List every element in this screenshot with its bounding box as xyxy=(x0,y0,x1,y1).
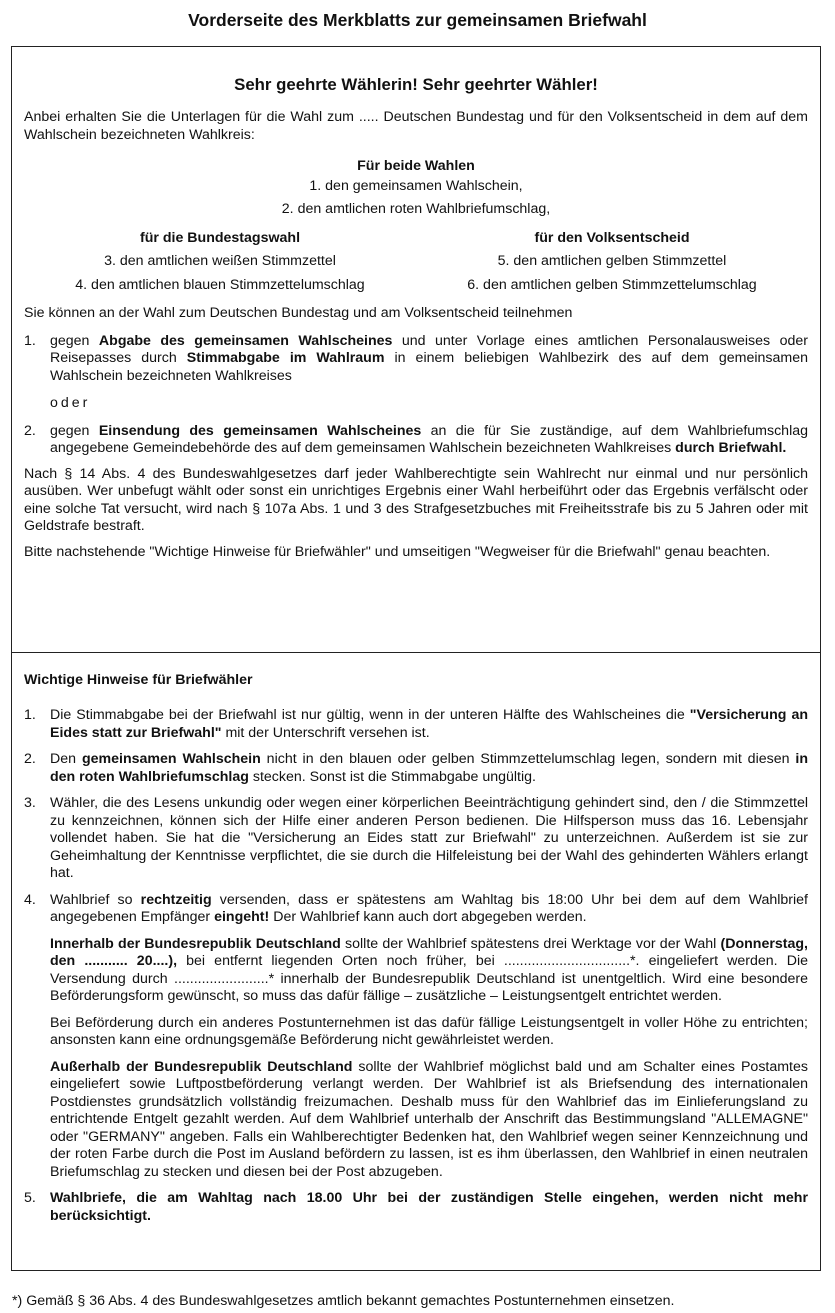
option-item xyxy=(24,333,808,386)
item-text: Die Stimmabgabe bei der Briefwahl ist nur gültig, wenn in der unteren Hälfte des Wahlscheines die "Versicherung an Eides statt zur Briefwahl" mit der Unterschrift versehen ist. xyxy=(50,707,808,741)
document-item: 6. den amtlichen gelben Stimmzettelumschlag xyxy=(467,277,757,293)
hint-item xyxy=(24,751,808,786)
participation-intro: Sie können an der Wahl zum Deutschen Bundestag und am Volksentscheid teilnehmen xyxy=(24,305,573,321)
volksentscheid-heading: für den Volksentscheid xyxy=(534,230,690,246)
abroad-mailing-paragraph: Außerhalb der Bundesrepublik Deutschland sollte der Wahlbrief möglichst bald und am Schalter eines Postamtes eingeliefert sowie Luftpostbeförderung verlangt werden. Der Wahlbrief ist als Briefsendung des internationalen Postdienstes grundsätzlich vollständig freizumachen. Deshalb muss für den Wahlbrief das im Einlieferungsland zu entrichtende Entgelt gezahlt werden. Auf dem Wahlbrief unterhalb der Anschrift das Bestimmungsland "ALLEMAGNE" oder "GERMANY" angeben. Falls ein Wahlberechtigter Bedenken hat, den Wahlbrief wegen seiner Kennzeichnung und der roten Farbe durch die Post im Ausland befördern zu lassen, ist es ihm überlassen, den Wahlbrief in einen neutralen Briefumschlag zu stecken und diesen bei der Post abzugeben. xyxy=(50,1058,808,1180)
option-item xyxy=(24,423,808,458)
volksentscheid-column xyxy=(416,227,808,297)
item-number: 4. xyxy=(24,891,36,908)
hints-section xyxy=(24,671,808,1225)
hint-item xyxy=(24,707,808,742)
document-item: 3. den amtlichen weißen Stimmzettel xyxy=(104,253,336,269)
item-text: gegen Abgabe des gemeinsamen Wahlscheines und unter Vorlage eines amtlichen Personalausweises oder Reisepasses durch Stimmabgabe im Wahlraum in einem beliebigen Wahlbezirk des auf dem gemeinsamen Wahlschein bezeichneten Wahlkreises xyxy=(50,332,808,384)
hint-item xyxy=(24,892,808,1182)
item-text: gegen Einsendung des gemeinsamen Wahlscheines an die für Sie zuständige, auf dem Wahlbriefumschlag angegebene Gemeindebehörde des auf dem gemeinsamen Wahlschein bezeichneten Wahlkreises durch Briefwahl. xyxy=(50,422,808,456)
hint-item xyxy=(24,795,808,883)
item-number: 3. xyxy=(24,795,36,811)
document-item: 2. den amtlichen roten Wahlbriefumschlag, xyxy=(281,201,551,217)
item-number: 5. xyxy=(24,1190,36,1206)
item-text: Wahlbriefe, die am Wahltag nach 18.00 Uhr bei der zuständigen Stelle eingehen, werden nicht mehr berücksichtigt. xyxy=(50,1190,808,1224)
domestic-mailing-paragraph: Innerhalb der Bundesrepublik Deutschland sollte der Wahlbrief spätestens drei Werktage vor der Wahl (Donnerstag, den ........... 20....), bei entfernt liegenden Orten noch früher, bei ................................*. eingeliefert werden. Die Versendung durch ........................* innerhalb der Bundesrepublik Deutschland ist unentgeltlich. Wird eine besondere Beförderungsform gewünscht, so muss das dafür fällige – zusätzliche – Leistungsentgelt entrichtet werden. xyxy=(50,935,809,1004)
cover-letter-section xyxy=(24,75,808,561)
closing-paragraph: Bitte nachstehende "Wichtige Hinweise für Briefwähler" und umseitigen "Wegweiser für die Briefwahl" genau beachten. xyxy=(24,543,771,560)
intro-paragraph: Anbei erhalten Sie die Unterlagen für die Wahl zum ..... Deutschen Bundestag und für den Volksentscheid in dem auf dem Wahlschein bezeichneten Wahlkreis: xyxy=(24,109,808,143)
other-carrier-paragraph: Bei Beförderung durch ein anderes Postunternehmen ist das dafür fällige Leistungsentgelt in voller Höhe zu entrichten; ansonsten kann eine ordnungsgemäße Beförderung nicht gewährleistet werden. xyxy=(50,1014,808,1048)
document-item: 4. den amtlichen blauen Stimmzettelumschlag xyxy=(75,277,365,293)
legal-notice: Nach § 14 Abs. 4 des Bundeswahlgesetzes darf jeder Wahlberechtigte sein Wahlrecht nur einmal und nur persönlich ausüben. Wer unbefugt wählt oder sonst ein unrichtiges Ergebnis einer Wahl herbeiführt oder das Ergebnis verfälscht oder eine solche Tat versucht, wird nach § 107a Abs. 1 und 3 des Strafgesetzbuches mit Freiheitsstrafe bis zu 5 Jahren oder mit Geldstrafe bestraft. xyxy=(24,465,808,534)
both-elections-heading: Für beide Wahlen xyxy=(357,158,475,174)
notice-frame xyxy=(11,46,821,1271)
hint-item xyxy=(24,1190,808,1225)
item-text: Wahlbrief so rechtzeitig versenden, dass er spätestens am Wahltag bis 18:00 Uhr bei dem auf dem Wahlbrief angegebenen Empfänger eingeht! Der Wahlbrief kann auch dort abgegeben werden. xyxy=(50,891,808,925)
item-number: 2. xyxy=(24,422,36,439)
hints-title: Wichtige Hinweise für Briefwähler xyxy=(24,672,253,688)
document-item: 5. den amtlichen gelben Stimmzettel xyxy=(497,253,727,269)
item-number: 2. xyxy=(24,751,36,767)
bundestag-column xyxy=(24,227,416,297)
oder-separator: oder xyxy=(50,395,91,411)
item-number: 1. xyxy=(24,707,36,723)
bundestag-heading: für die Bundestagswahl xyxy=(139,230,301,246)
greeting: Sehr geehrte Wählerin! Sehr geehrter Wähler! xyxy=(234,75,598,94)
item-text: Wähler, die des Lesens unkundig oder wegen einer körperlichen Beeinträchtigung gehindert sind, den / die Stimmzettel zu kennzeichnen, können sich der Hilfe einer anderen Person bedienen. Die Hilfsperson muss das 16. Lebensjahr vollendet haben. Sie hat die "Versicherung an Eides statt zur Briefwahl" zu unterzeichnen. Außerdem ist sie zur Geheimhaltung der Kenntnisse verpflichtet, die sie durch die Hilfeleistung bei der Wahl des gehinderten Wählers erlangt hat. xyxy=(50,795,808,881)
footnote: *) Gemäß § 36 Abs. 4 des Bundeswahlgesetzes amtlich bekannt gemachtes Postunternehmen einsetzen. xyxy=(12,1293,675,1309)
election-documents-columns xyxy=(24,227,808,297)
section-divider xyxy=(12,652,820,653)
document-item: 1. den gemeinsamen Wahlschein, xyxy=(309,178,523,194)
item-text: Den gemeinsamen Wahlschein nicht in den blauen oder gelben Stimmzettelumschlag legen, sondern mit diesen in den roten Wahlbriefumschlag stecken. Sonst ist die Stimmabgabe ungültig. xyxy=(50,751,809,785)
page-title: Vorderseite des Merkblatts zur gemeinsamen Briefwahl xyxy=(188,10,647,30)
item-number: 1. xyxy=(24,332,36,349)
